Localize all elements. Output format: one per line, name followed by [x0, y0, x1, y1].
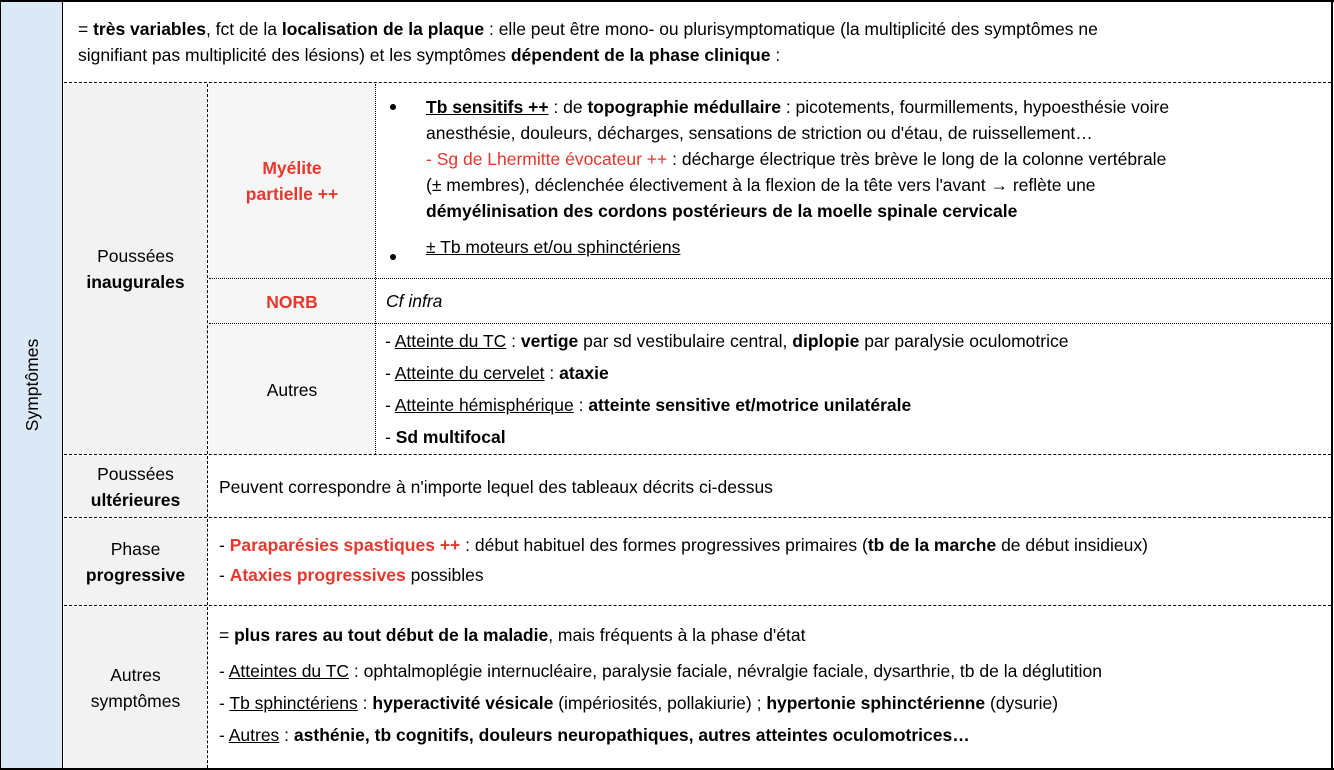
autres-symptomes-line-4: - Autres : asthénie, tb cognitifs, douleurs neuropathiques, autres atteintes oculomotrices… — [219, 725, 970, 745]
myelite-bullet1-line1: Tb sensitifs ++ : de topographie médullaire : picotements, fourmillements, hypoesthésie voire — [426, 97, 1170, 117]
inaugurales-label-line2: inaugurales — [86, 272, 185, 292]
norb-content — [386, 288, 442, 314]
section-label-column — [0, 2, 63, 768]
autres-symptomes-line-3: - Tb sphinctériens : hyperactivité vésicale (impériosités, pollakiurie) ; hypertonie sphinctérienne (dysurie) — [219, 693, 1059, 713]
divider — [64, 82, 1331, 83]
myelite-bullet1-line4: (± membres), déclenchée électivement à la flexion de la tête vers l'avant → reflète une — [426, 175, 1096, 195]
norb-label-cell — [209, 280, 375, 323]
autres-symptomes-label-line1: Autres — [110, 664, 161, 685]
progressive-label-line2: progressive — [85, 565, 186, 585]
divider — [207, 456, 208, 517]
ulterieures-label-cell — [64, 456, 207, 517]
norb-label: NORB — [266, 291, 318, 312]
divider — [207, 84, 208, 454]
inaugurales-label-cell — [64, 84, 207, 454]
divider — [64, 454, 1331, 455]
progressive-label-line1: Phase — [110, 539, 161, 559]
ulterieures-label-line1: Poussées — [97, 463, 174, 484]
autres-line-1: - Atteinte du TC : vertige par sd vestibulaire central, diplopie par paralysie oculomotrice — [385, 331, 1069, 351]
autres-label: Autres — [266, 379, 318, 400]
autres-symptomes-content — [219, 622, 1329, 748]
myelite-bullet2: ± Tb moteurs et/ou sphinctériens — [426, 237, 681, 257]
autres-content — [385, 328, 1325, 450]
divider — [375, 84, 376, 454]
inaugurales-label-line1: Poussées — [97, 246, 174, 266]
myelite-bullet1-line2: anesthésie, douleurs, décharges, sensations de striction ou d'étau, de ruissellement… — [426, 123, 1093, 143]
divider — [209, 323, 1331, 324]
myelite-bullet1-line3: - Sg de Lhermitte évocateur ++ : décharge électrique très brève le long de la colonne vertébrale — [426, 149, 1167, 169]
ulterieures-label-line2: ultérieures — [90, 489, 181, 510]
autres-line-2: - Atteinte du cervelet : ataxie — [385, 363, 609, 383]
divider — [64, 605, 1331, 606]
progressive-content — [219, 532, 1329, 588]
section-label: Symptômes — [22, 338, 42, 432]
bullet-icon — [390, 254, 396, 260]
myelite-label-line2: partielle ++ — [245, 184, 339, 204]
autres-symptomes-line-1: = plus rares au tout début de la maladie, mais fréquents à la phase d'état — [219, 625, 806, 645]
myelite-bullet1-line5: démyélinisation des cordons postérieurs de la moelle spinale cervicale — [426, 201, 1018, 221]
autres-symptomes-label-cell — [64, 607, 207, 768]
intro-text — [78, 16, 1318, 68]
autres-line-3: - Atteinte hémisphérique : atteinte sensitive et/motrice unilatérale — [385, 395, 912, 415]
table-right-border — [1331, 2, 1333, 768]
intro-line-2: signifiant pas multiplicité des lésions) et les symptômes dépendent de la phase clinique : — [78, 45, 781, 65]
divider — [64, 517, 1331, 518]
progressive-line-1: - Paraparésies spastiques ++ : début habituel des formes progressives primaires (tb de la marche de début insidieux) — [219, 535, 1148, 555]
divider — [207, 607, 208, 768]
autres-symptomes-label-line2: symptômes — [90, 690, 181, 711]
ulterieures-text: Peuvent correspondre à n'importe lequel des tableaux décrits ci-dessus — [219, 477, 773, 497]
autres-line-4: - Sd multifocal — [385, 427, 506, 447]
progressive-line-2: - Ataxies progressives possibles — [219, 565, 484, 585]
ulterieures-content — [219, 474, 773, 500]
bullet-icon — [390, 104, 396, 110]
autres-label-cell — [209, 325, 375, 454]
progressive-label-cell — [64, 519, 207, 605]
myelite-label-cell — [209, 84, 375, 278]
divider — [207, 519, 208, 605]
myelite-content — [386, 94, 1326, 260]
myelite-label-line1: Myélite — [262, 158, 322, 178]
divider — [209, 278, 1331, 279]
autres-symptomes-line-2: - Atteintes du TC : ophtalmoplégie internucléaire, paralysie faciale, névralgie faciale, dysarthrie, tb de la déglutition — [219, 661, 1102, 681]
intro-line-1: = très variables, fct de la localisation de la plaque : elle peut être mono- ou plurisymptomatique (la multiplicité des symptômes ne — [78, 19, 1098, 39]
norb-text: Cf infra — [386, 291, 443, 311]
